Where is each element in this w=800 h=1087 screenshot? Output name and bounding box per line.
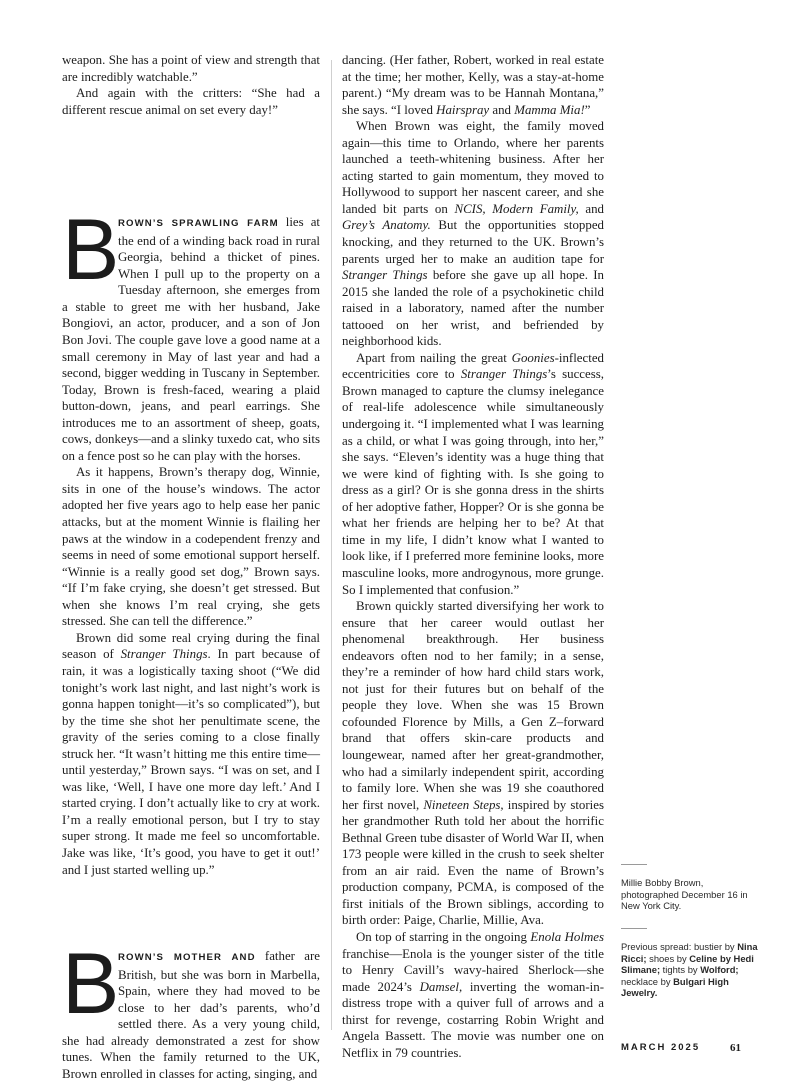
section-farm [62, 202, 320, 464]
section-lead-in: ROWN’S MOTHER AND [118, 952, 256, 964]
paragraph-text: father are British, but she was born in Marbella, Spain, where they had moved to be close to her dad’s parents, who’d settled there. As a very young child, she had already demonstrated a zest for show tunes. When the family returned to the UK, Brown enrolled in classes for acting, singing, and [62, 949, 320, 1081]
article-column-middle [342, 52, 604, 1061]
caption-text: Millie Bobby Brown, photographed December 16 in New York City. [621, 877, 748, 912]
credits-text: Previous spread: bustier by Nina Ricci; shoes by Celine by Hedi Slimane; tights by Wolford; necklace by Bulgari High Jewelry. [621, 941, 758, 999]
page-number: 61 [730, 1042, 741, 1054]
paragraph: weapon. She has a point of view and strength that are incredibly watchable.” [62, 53, 320, 84]
drop-cap: B [62, 202, 120, 299]
article-column-left [62, 52, 320, 1082]
drop-cap: B [62, 936, 120, 1033]
section-lead-in: ROWN’S SPRAWLING FARM [118, 218, 279, 230]
column-divider [331, 60, 332, 1030]
paragraph: On top of starring in the ongoing Enola Holmes franchise—Enola is the younger sister of the title to Henry Cavill’s wavy-haired Sherlock—she made 2024’s Damsel, inverting the woman-in-distress trope with a quiver full of arrows and a thirst for revenge, costarring Robin Wright and Angela Bassett. The movie was number one on Netflix in 79 countries. [342, 929, 604, 1060]
paragraph: When Brown was eight, the family moved again—this time to Orlando, where her parents launched a teeth-whitening business. After her acting started to gain momentum, they moved to Hollywood to support her nascent career, and she landed bit parts on NCIS, Modern Family, and Grey’s Anatomy. But the opportunities stopped knocking, and they returned to the UK. Brown’s parents urged her to make an audition tape for Stranger Things before she gave up all hope. In 2015 she landed the role of a psychokinetic child raised in a laboratory, named after the number tattooed on her wrist, and befriended by neighborhood kids. [342, 119, 604, 349]
issue-date: MARCH 2025 [621, 1042, 701, 1053]
paragraph: Brown quickly started diversifying her work to ensure that her career would outlast her phenomenal breakthrough. Her business endeavors often nod to her family; in a sense, they’re a reminder of how hard child stars work, not just for their futures but on behalf of the people they love. When she was 15 Brown cofounded Florence by Mills, a Gen Z–forward brand that offers skin-care products and loungewear, named after her great-grandmother, who had a similarly independent spirit, according to family lore. When she was 19 she coauthored her first novel, Nineteen Steps, inspired by stories her grandmother Ruth told her about the horrific Bethnal Green tube disaster of World War II, when 173 people were killed in the crush to seek shelter from an air raid. Even the name of Brown’s production company, PCMA, is composed of the first initials of the Brown siblings, according to birth order: Paige, Charlie, Millie, Ava. [342, 599, 604, 928]
photo-credits [621, 928, 761, 999]
caption-rule [621, 864, 647, 865]
section-parents [62, 936, 320, 1082]
paragraph: dancing. (Her father, Robert, worked in real estate at the time; her mother, Kelly, was a stay-at-home parent.) “My dream was to be Hannah Montana,” she says. “I loved Hairspray and Mamma Mia!” [342, 53, 604, 117]
paragraph: As it happens, Brown’s therapy dog, Winnie, sits in one of the house’s windows. The actor adopted her five years ago to help ease her panic attacks, but at the moment Winnie is flailing her paws at the window in a codependent frenzy and seems in need of some emotional support herself. “Winnie is a really good set dog,” Brown says. “If I’m fake crying, she doesn’t get stressed. But when she knows I’m real crying, she gets stressed. She can tell the difference.” [62, 465, 320, 629]
paragraph: Brown did some real crying during the final season of Stranger Things. In part because of rain, it was a logistically taxing shoot (“We did tonight’s work last night, and last night’s work is gonna happen tonight—it’s so complicated”), but by the time she shot her penultimate scene, the gravity of the series coming to a close finally struck her. “It wasn’t hitting me this entire time—until yesterday,” Brown says. “I was on set, and I was like, ‘Well, I have one more day left.’ And I started crying. I don’t actually like to cry at work. I’m a really emotional person, but I try to stay super strong. It made me feel so uncomfortable. Jake was like, ‘It’s good, you have to get it out!’ and I just started welling up.” [62, 630, 320, 877]
credits-rule [621, 928, 647, 929]
photo-caption [621, 864, 761, 912]
paragraph: And again with the critters: “She had a different rescue animal on set every day!” [62, 86, 320, 117]
paragraph: Apart from nailing the great Goonies-inflected eccentricities core to Stranger Things’s success, Brown managed to capture the clumsy inelegance of real-life adolescence while simultaneously undergoing it. “I implemented what I was learning as a child, or what I was going through, into her,” she says. “Eleven’s identity was a huge thing that we were kind of fighting with. Is she going to dress as a girl? Or is she gonna dress in the shirts of her adoptive father, Hopper? Or is she gonna be what her friends are helping her to be? At that time in my life, I didn’t know what I wanted to look like, if I preferred more feminine looks, more masculine looks, more androgynous, more grunge. So I implemented that confusion.” [342, 350, 604, 597]
page-footer [621, 1042, 741, 1054]
paragraph-text: lies at the end of a winding back road in rural Georgia, behind a thicket of pines. When I pull up to the property on a Tuesday afternoon, she emerges from a stable to greet me with her husband, Jake Bongiovi, an actor, producer, and a son of Jon Bon Jovi. The couple gave love a good name at a small ceremony in May of last year and had a second, bigger wedding in Tuscany in September. Today, Brown is fresh-faced, wearing a plaid button-down, jeans, and pearl earrings. She introduces me to an assortment of sheep, goats, cows, donkeys—and a slinky tuxedo cat, who sits on a fence post so he can play with the horses. [62, 215, 320, 463]
